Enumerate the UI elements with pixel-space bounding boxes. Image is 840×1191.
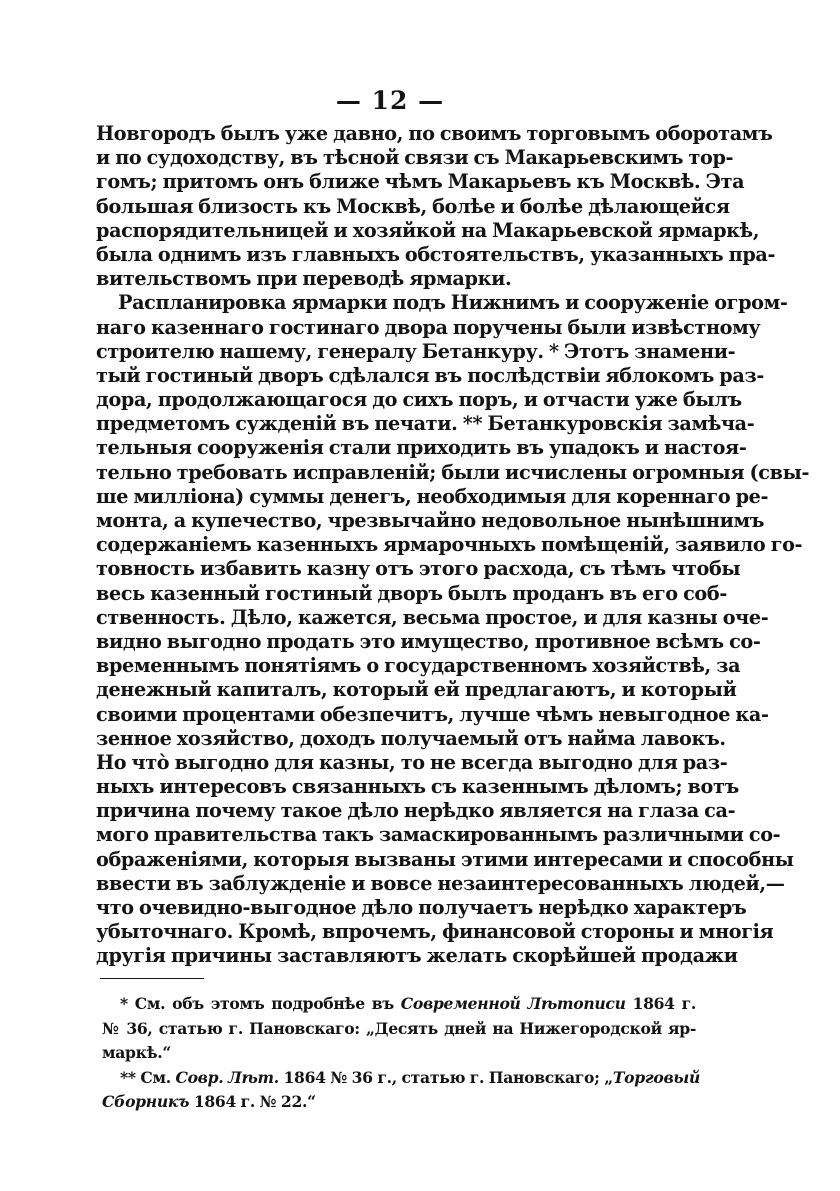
text-line: большая близость къ Москвѣ, болѣе и болѣе дѣлающейся [96,194,730,218]
footnote-2-details: 1864 № 36 г., статью г. Пановскаго; „ [278,1067,613,1087]
text-line: Распланировка ярмарки подъ Нижнимъ и сооруженіе огром- [118,291,788,315]
text-line: Но что̀ выгодно для казны, то не всегда выгодно для раз- [96,750,728,774]
footnote-2-source-2-cont: Сборникъ [102,1092,190,1111]
text-line: зенное хозяйство, доходъ получаемый отъ найма лавокъ. [96,726,726,750]
footnote-2-source: Совр. Лѣт. [175,1067,279,1087]
footnote-1-line-2: № 36, статью г. Пановскаго: „Десять дней на Нижегородской яр- [102,1018,696,1038]
text-line: Новгородъ былъ уже давно, по своимъ торговымъ оборотамъ [96,122,773,145]
text-line: товность избавить казну отъ этого расхода, съ тѣмъ чтобы [96,557,741,581]
footnote-divider [100,978,204,979]
text-line: причина почему такое дѣло нерѣдко является на глаза са- [96,799,736,823]
text-line: своими процентами обезпечитъ, лучше чѣмъ невыгодное ка- [96,702,769,726]
text-line: наго казеннаго гостинаго двора поручены были извѣстному [96,315,761,339]
footnote-2-issue: 1864 г. № 22.“ [189,1092,316,1111]
text-line: другія причины заставляютъ желать скорѣйшей продажи [96,944,738,968]
text-line: весь казенный гостиный дворъ былъ проданъ въ его соб- [96,581,727,605]
main-text [96,122,810,969]
text-line: предметомъ сужденій въ печати. ** Бетанкуровскія замѣча- [96,412,755,436]
text-line: мого правительства такъ замаскированнымъ различными со- [96,823,781,847]
text-line: ныхъ интересовъ связанныхъ съ казеннымъ дѣломъ; вотъ [96,775,739,799]
text-line: ввести въ заблужденіе и вовсе незаинтересованныхъ людей,— [96,871,785,895]
footnote-2 [102,1066,700,1091]
text-line: тый гостиный дворъ сдѣлался въ послѣдствіи яблокомъ раз- [96,363,764,387]
footnote-1-text: * См. объ этомъ подробнѣе въ [120,994,401,1013]
text-line: что очевидно-выгодное дѣло получаетъ нерѣдко характеръ [96,896,747,919]
text-line: вительствомъ при переводѣ ярмарки. [96,267,512,291]
footnote-2-source-2: Торговый [612,1067,700,1087]
text-line: дора, продолжающагося до сихъ поръ, и отчасти уже былъ [96,388,742,412]
text-line: и по судоходству, въ тѣсной связи съ Макарьевскимъ тор- [96,146,734,170]
text-line: строителю нашему, генералу Бетанкуру. * Этотъ знамени- [96,339,736,363]
text-line: распорядительницей и хозяйкой на Макарьевской ярмаркѣ, [96,218,760,242]
text-line: гомъ; притомъ онъ ближе чѣмъ Макарьевъ къ Москвѣ. Эта [96,170,745,194]
text-line: денежный капиталъ, который ей предлагаютъ, и который [96,678,737,702]
footnote-1-line-3: маркѣ.“ [102,1043,172,1062]
text-line: видно выгодно продать это имущество, противное всѣмъ со- [96,629,761,653]
text-line: ственность. Дѣло, кажется, весьма простое, и для казны оче- [96,605,769,629]
text-line: временнымъ понятіямъ о государственномъ хозяйствѣ, за [96,654,741,678]
text-line: была однимъ изъ главныхъ обстоятельствъ, указанныхъ пра- [96,242,776,266]
text-line: тельно требовать исправленій; были исчислены огромныя (свы- [96,460,810,484]
footnote-1-source: Современной Лѣтописи [400,994,626,1013]
footnote-2-line-2 [102,1090,696,1115]
text-line: содержаніемъ казенныхъ ярмарочныхъ помѣщеній, заявило го- [96,533,803,557]
footnote-2-text: ** См. [120,1067,176,1087]
page-number: — 12 — [335,86,445,115]
text-line: тельныя сооруженія стали приходить въ упадокъ и настоя- [96,436,747,460]
text-line: монта, а купечество, чрезвычайно недовольное нынѣшнимъ [96,509,765,532]
text-line: ображеніями, которыя вызваны этими интересами и способны [96,847,794,871]
footnote-1 [102,992,696,1017]
footnotes [102,992,700,1115]
text-line: ше милліона) суммы денегъ, необходимыя для кореннаго ре- [96,484,769,508]
footnote-1-year: 1864 г. [625,994,696,1013]
text-line: убыточнаго. Кромѣ, впрочемъ, финансовой стороны и многія [96,920,774,944]
